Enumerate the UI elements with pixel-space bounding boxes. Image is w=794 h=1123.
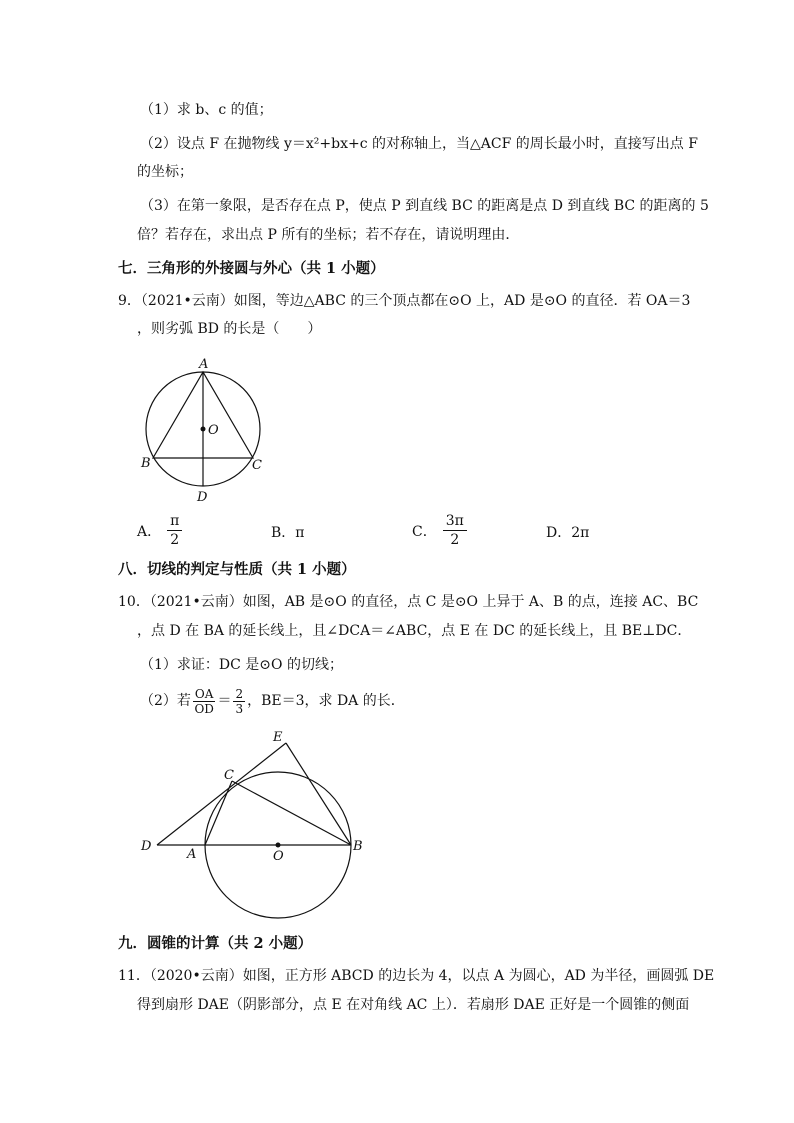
problem11-line1: 11．（2020•云南）如图，正方形 ABCD 的边长为 4，以点 A 为圆心，AD 为半径，画圆弧 DE [118, 968, 715, 984]
label-a: A [187, 847, 197, 862]
line-ca [205, 781, 232, 845]
section8-heading: 八．切线的判定与性质（共 1 小题） [118, 561, 356, 578]
label-e: E [273, 730, 283, 745]
choice-d-label: D．2π [546, 525, 590, 541]
choice-b[interactable] [271, 522, 305, 542]
problem10-line1: 10．（2021•云南）如图，AB 是⊙O 的直径，点 C 是⊙O 上异于 A、B 的点，连接 AC、BC [118, 594, 699, 610]
center-point [276, 843, 281, 848]
line-eb [286, 743, 351, 845]
problem8-part2-line2: 的坐标； [137, 164, 193, 180]
problem10-part2: （2）若 $\frac{OA}{OD}$ ＝ $\frac{2}{3}$ ，BE＝3，求 DA 的长． [140, 686, 405, 716]
choice-b-label: B．π [271, 525, 305, 541]
center-point [201, 427, 206, 432]
ratio-two-thirds: $\frac{2}{3}$ [235, 686, 244, 716]
problem9-figure [135, 352, 275, 508]
line-de [157, 743, 286, 845]
label-a: A [199, 357, 209, 372]
label-d: D [141, 839, 152, 854]
problem8-part3-line1: （3）在第一象限，是否存在点 P，使点 P 到直线 BC 的距离是点 D 到直线 BC 的距离的 5 [140, 198, 709, 214]
label-c: C [252, 458, 262, 473]
choice-c-fraction: $\frac{3\pi}{2}$ [443, 512, 467, 549]
choice-a-label: A． [137, 523, 162, 540]
problem9-line1: 9．（2021•云南）如图，等边△ABC 的三个顶点都在⊙O 上，AD 是⊙O 的直径．若 OA＝3 [118, 293, 691, 309]
problem8-part2-line1: （2）设点 F 在抛物线 y＝x²+bx+c 的对称轴上，当△ACF 的周长最小时，直接写出点 F [140, 136, 698, 152]
choice-d[interactable] [546, 522, 589, 542]
choice-a[interactable] [137, 512, 182, 549]
problem9-line2: ，则劣弧 BD 的长是（ ） [137, 321, 322, 337]
label-b: B [141, 456, 151, 471]
section7-heading: 七．三角形的外接圆与外心（共 1 小题） [118, 260, 385, 277]
label-b: B [353, 839, 363, 854]
section9-heading: 九．圆锥的计算（共 2 小题） [118, 935, 313, 952]
problem10-line2: ，点 D 在 BA 的延长线上，且∠DCA＝∠ABC，点 E 在 DC 的延长线上，且 BE⊥DC． [137, 623, 692, 639]
problem8-part1: （1）求 b、c 的值； [140, 102, 273, 118]
label-o: O [273, 849, 284, 864]
problem11-line2: 得到扇形 DAE（阴影部分，点 E 在对角线 AC 上）．若扇形 DAE 正好是一个圆锥的侧面 [137, 997, 690, 1013]
label-c: C [224, 768, 234, 783]
problem10-part1: （1）求证：DC 是⊙O 的切线； [140, 657, 343, 673]
choice-c-label: C． [412, 523, 437, 540]
choice-a-fraction: $\frac{\pi}{2}$ [167, 512, 182, 549]
line-cb [232, 781, 351, 845]
choice-c[interactable] [412, 512, 467, 549]
problem10-figure [135, 724, 375, 924]
ratio-oa-od: $\frac{OA}{OD}$ [194, 686, 214, 716]
label-o: O [208, 423, 219, 438]
problem8-part3-line2: 倍？若存在，求出点 P 所有的坐标；若不存在，请说明理由． [137, 227, 520, 243]
label-d: D [197, 490, 208, 505]
